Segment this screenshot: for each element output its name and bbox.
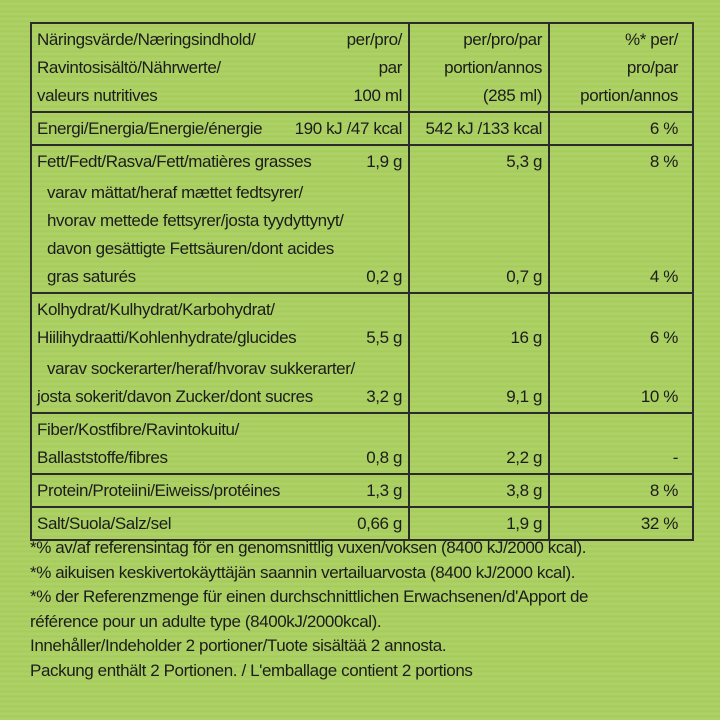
- footnote-line: *% aikuisen keskivertokäyttäjän saannin vertailuarvosta (8400 kJ/2000 kcal).: [30, 562, 576, 582]
- header-label: Näringsvärde/Næringsindhold/ Ravintosisältö/Nährwerte/ valeurs nutritives: [37, 30, 256, 105]
- header-per100: per/pro/ par 100 ml: [346, 30, 402, 105]
- table-row-sugars: varav sockerarter/heraf/hvorav sukkerarter/ josta sokerit/davon Zucker/dont sucres 3,2 g 9,1 g 10 %: [32, 353, 692, 412]
- nutrition-table: [30, 22, 694, 541]
- footnote-line: *% av/af referensintag för en genomsnittlig vuxen/voksen (8400 kJ/2000 kcal).: [30, 538, 587, 557]
- header-portion: per/pro/par portion/annos (285 ml): [410, 24, 550, 111]
- footnotes: [30, 536, 700, 683]
- table-row-fibre: Fiber/Kostfibre/Ravintokuitu/ Ballaststoffe/fibres 0,8 g 2,2 g -: [32, 412, 692, 473]
- footnote-line: Innehåller/Indeholder 2 portioner/Tuote sisältää 2 annosta.: [30, 636, 447, 655]
- table-row-protein: Protein/Proteiini/Eiweiss/protéines 1,3 g 3,8 g 8 %: [32, 473, 692, 506]
- table-row-fat: Fett/Fedt/Rasva/Fett/matières grasses 1,9 g 5,3 g 8 % varav mättat/heraf mættet fedtsyrer/ hvorav mettede fettsyrer/josta tyydyttynyt/ davon gesättigte Fettsäuren/dont acides gras saturés 0,2 g 0,7 g 4 %: [32, 144, 692, 292]
- table-row-saturated: varav mättat/heraf mættet fedtsyrer/ hvorav mettede fettsyrer/josta tyydyttynyt/ davon gesättigte Fettsäuren/dont acides gras saturés 0,2 g 0,7 g 4 %: [32, 177, 692, 292]
- header-percent: %* per/ pro/par portion/annos: [580, 30, 678, 105]
- footnote-line: Packung enthält 2 Portionen. / L'emballage contient 2 portions: [30, 660, 473, 680]
- table-row-carbs: Kolhydrat/Kulhydrat/Karbohydrat/ Hiilihydraatti/Kohlenhydrate/glucides 5,5 g 16 g 6 % varav sockerarter/heraf/hvorav sukkerarter/ josta sokerit/davon Zucker/dont sucres 3,2 g 9,1 g 10 %: [32, 292, 692, 412]
- table-header-row: [32, 24, 692, 111]
- table-row-energy: Energi/Energia/Energie/énergie 190 kJ /47 kcal 542 kJ /133 kcal 6 %: [32, 111, 692, 144]
- table-row-salt: Salt/Suola/Salz/sel 0,66 g 1,9 g 32 %: [32, 506, 692, 539]
- footnote-line: *% der Referenzmenge für einen durchschnittlichen Erwachsenen/d'Apport de: [30, 587, 589, 606]
- footnote-line: référence pour un adulte type (8400kJ/2000kcal).: [30, 611, 382, 631]
